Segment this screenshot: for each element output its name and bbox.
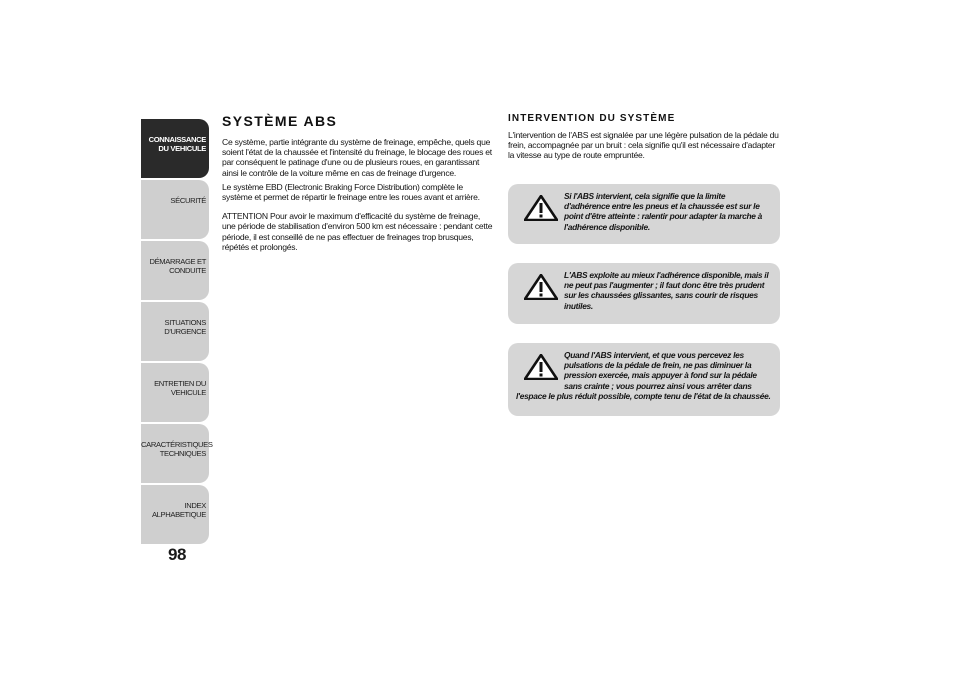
warning-text: Si l'ABS intervient, cela signifie que la limite d'adhérence entre les pneus et la chaussée est sur le point d'être atteinte : ralentir pour adapter la marche à l'adhérence disponible. — [564, 191, 763, 232]
tab-situations-d-urgence[interactable]: SITUATIONS D'URGENCE — [141, 302, 209, 361]
paragraph: Le système EBD (Electronic Braking Force Distribution) complète le système et permet de répartir le freinage entre les roues avant et arrière. — [222, 181, 480, 203]
warning-text: Quand l'ABS intervient, et que vous percevez les pulsations de la pédale de frein, ne pas diminuer la pression exercée, mais appuyer à fond sur la pédale sans crainte ; vous pourrez ainsi vous arrêter dans l'espace le plus réduit possible, compte tenu de l'état de la chaussée. — [516, 350, 771, 401]
warning-box — [508, 263, 780, 324]
section-title: SYSTÈME ABS — [222, 113, 338, 129]
tab-entretien-du-vehicule[interactable]: ENTRETIEN DU VEHICULE — [141, 363, 209, 422]
tab-demarrage-et-conduite[interactable]: DÉMARRAGE ET CONDUITE — [141, 241, 209, 300]
section-subtitle: INTERVENTION DU SYSTÈME — [508, 113, 676, 124]
page-number: 98 — [168, 545, 186, 564]
warning-triangle-icon — [524, 354, 558, 380]
warning-box — [508, 343, 780, 416]
attention-paragraph: ATTENTION Pour avoir le maximum d'efficacité du système de freinage, une période de stabilisation d'environ 500 km est nécessaire : pendant cette période, il est conseillé de ne pas effectuer de freinages trop brusques, répétés et prolongés. — [222, 211, 493, 252]
tab-caracteristiques-techniques[interactable]: CARACTÉRISTIQUES TECHNIQUES — [141, 424, 209, 483]
tab-index-alphabetique[interactable]: INDEX ALPHABETIQUE — [141, 485, 209, 544]
paragraph: Ce système, partie intégrante du système de freinage, empêche, quels que soient l'état de la chaussée et l'intensité du freinage, le blocage des roues et par conséquent le patinage d'une ou de plusieurs roues, en garantissant ainsi le contrôle de la voiture même en cas de freinage d'urgence. — [222, 137, 492, 178]
warning-triangle-icon — [524, 195, 558, 221]
warning-text: L'ABS exploite au mieux l'adhérence disponible, mais il ne peut pas l'augmenter ; il faut donc être très prudent sur les chaussées glissantes, sans courir de risques inutiles. — [564, 270, 769, 311]
warning-triangle-icon — [524, 274, 558, 300]
paragraph: L'intervention de l'ABS est signalée par une légère pulsation de la pédale du frein, accompagnée par un bruit : cela signifie qu'il est nécessaire d'adapter la vitesse au type de route empruntée. — [508, 130, 779, 161]
tab-connaissance-du-vehicule[interactable]: CONNAISSANCE DU VEHICULE — [141, 119, 209, 178]
chapter-sidebar — [141, 119, 213, 546]
intervention-section — [508, 113, 780, 165]
tab-securite[interactable]: SÉCURITÉ — [141, 180, 209, 239]
abs-section — [222, 113, 494, 256]
warning-box — [508, 184, 780, 244]
